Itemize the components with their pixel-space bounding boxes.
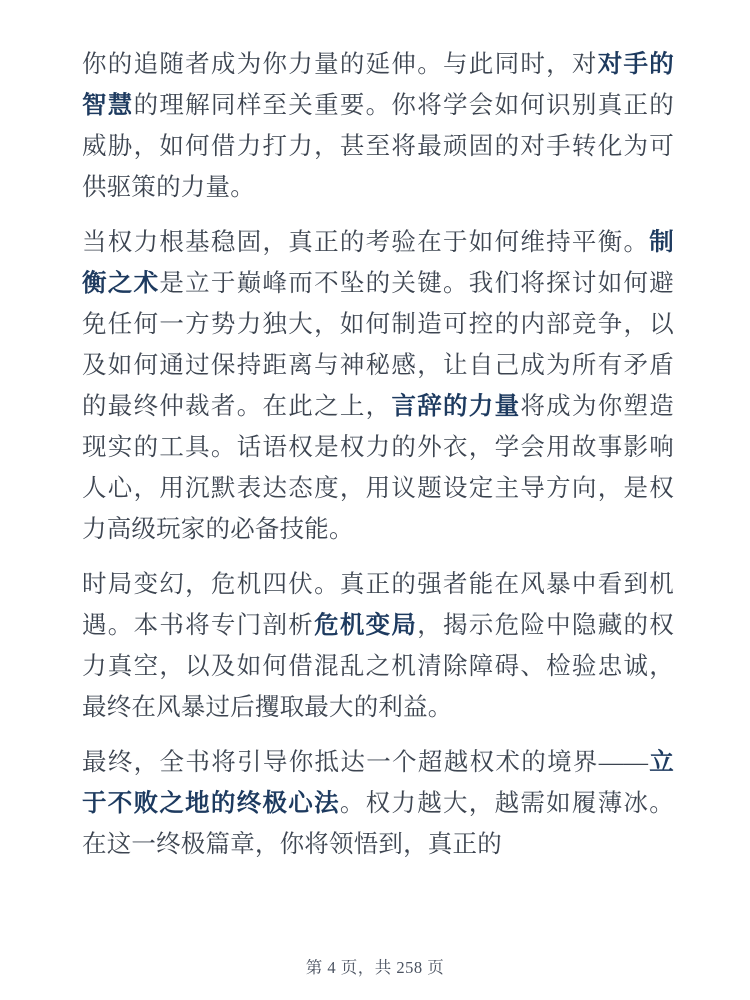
emphasized-text: 言辞的力量 [391, 393, 521, 420]
paragraph-text: ，揭示危险中隐藏的权力真空，以及如何借混乱之机清除障碍、检验忠诚，最终在风暴过后攫取最大的利益。 [82, 612, 674, 721]
paragraph-text: 你的追随者成为你力量的延伸。与此同时，对 [82, 51, 598, 78]
paragraph-text: 最终，全书将引导你抵达一个超越权术的境界—— [82, 749, 649, 776]
document-body [82, 44, 674, 865]
emphasized-text: 对手的智慧 [82, 51, 674, 119]
paragraph-text: 时局变幻，危机四伏。真正的强者能在风暴中看到机遇。本书将专门剖析 [82, 571, 674, 639]
emphasized-text: 危机变局 [314, 612, 418, 639]
paragraph-text: 是立于巅峰而不坠的关键。我们将探讨如何避免任何一方势力独大，如何制造可控的内部竞争，以及如何通过保持距离与神秘感，让自己成为所有矛盾的最终仲裁者。在此之上， [82, 270, 674, 420]
paragraph [82, 742, 674, 865]
page-footer: 第 4 页，共 258 页 [305, 958, 445, 977]
emphasized-text: 立于不败之地的终极心法 [82, 749, 674, 817]
emphasized-text: 制衡之术 [82, 229, 674, 297]
paragraph-text: 。权力越大，越需如履薄冰。在这一终极篇章，你将领悟到，真正的 [82, 790, 674, 858]
paragraph-text: 当权力根基稳固，真正的考验在于如何维持平衡。 [82, 229, 650, 256]
paragraph [82, 564, 674, 728]
paragraph [82, 44, 674, 208]
paragraph-text: 的理解同样至关重要。你将学会如何识别真正的威胁，如何借力打力，甚至将最顽固的对手转化为可供驱策的力量。 [82, 92, 674, 201]
paragraph [82, 222, 674, 550]
paragraph-text: 将成为你塑造现实的工具。话语权是权力的外衣，学会用故事影响人心，用沉默表达态度，用议题设定主导方向，是权力高级玩家的必备技能。 [82, 393, 675, 543]
